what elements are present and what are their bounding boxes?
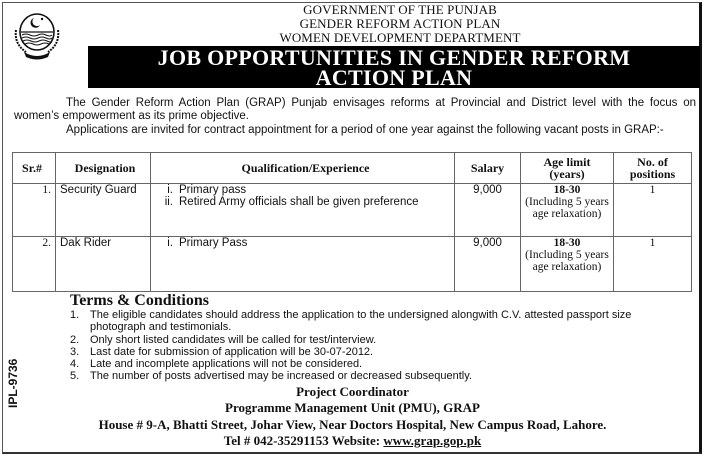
cell-age-limit: 18-30 (Including 5 years age relaxation) — [521, 237, 614, 292]
footer-address: House # 9-A, Bhatti Street, Johar View, Near Doctors Hospital, New Campus Road, Lahore. — [98, 417, 607, 432]
cell-designation: Dak Rider — [56, 237, 151, 292]
header-program: GENDER REFORM ACTION PLAN — [299, 16, 501, 31]
terms-item: 2. Only short listed candidates will be called for test/interview. — [70, 333, 377, 346]
intro-paragraph-2: Applications are invited for contract appointment for a period of one year against the following vacant posts in GRAP:- — [66, 124, 664, 136]
ad-reference-code: IPL-9736 — [6, 358, 20, 408]
cell-salary: 9,000 — [455, 237, 521, 292]
table-header-row — [13, 153, 692, 184]
cell-sr: 1. — [13, 184, 56, 237]
terms-item: 3. Last date for submission of application will be 30-07-2012. — [70, 345, 374, 358]
table-row — [13, 184, 692, 237]
qualification-item: i. Primary Pass — [167, 237, 248, 249]
banner-line-1: JOB OPPORTUNITIES IN GENDER REFORM — [157, 45, 631, 70]
col-designation: Designation — [56, 153, 151, 184]
cell-sr: 2. — [13, 237, 56, 292]
terms-item: 1. The eligible candidates should address the application to the undersigned alongwith C.V. attested passport size photograph and testimonials. — [70, 309, 632, 334]
website-link[interactable]: www.grap.gop.pk — [383, 433, 482, 448]
col-positions: No. of positions — [614, 153, 692, 184]
cell-qualification — [151, 184, 455, 237]
job-title-banner — [88, 46, 700, 88]
terms-list — [70, 309, 690, 383]
col-sr: Sr.# — [13, 153, 56, 184]
header-department: WOMEN DEVELOPMENT DEPARTMENT — [279, 30, 521, 45]
footer-unit: Programme Management Unit (PMU), GRAP — [225, 400, 480, 415]
qualification-item: i. Primary pass — [167, 184, 247, 196]
footer-contact: Tel # 042-35291153 Website: www.grap.gop.pk — [223, 433, 482, 448]
terms-heading: Terms & Conditions — [70, 292, 209, 309]
banner-line-2: ACTION PLAN — [315, 65, 473, 90]
cell-qualification — [151, 237, 455, 292]
terms-item: 4. Late and incomplete applications will not be considered. — [70, 358, 363, 371]
footer-title: Project Coordinator — [296, 384, 409, 399]
punjab-emblem-icon — [12, 10, 62, 62]
cell-positions: 1 — [614, 184, 692, 237]
col-salary: Salary — [455, 153, 521, 184]
col-age-limit: Age limit (years) — [521, 153, 614, 184]
cell-salary: 9,000 — [455, 184, 521, 237]
cell-designation: Security Guard — [56, 184, 151, 237]
intro-paragraph-1: The Gender Reform Action Plan (GRAP) Punjab envisages reforms at Provincial and District level with the focus on women’s empowerment as its prime objective. — [14, 97, 696, 122]
cell-age-limit: 18-30 (Including 5 years age relaxation) — [521, 184, 614, 237]
table-row — [13, 237, 692, 292]
col-qualification: Qualification/Experience — [151, 153, 455, 184]
qualification-item: ii. Retired Army officials shall be given preference — [164, 196, 419, 208]
header-government: GOVERNMENT OF THE PUNJAB — [303, 2, 497, 17]
terms-item: 5. The number of posts advertised may be increased or decreased subsequently. — [70, 370, 472, 383]
cell-positions: 1 — [614, 237, 692, 292]
vacancies-table — [12, 152, 692, 292]
